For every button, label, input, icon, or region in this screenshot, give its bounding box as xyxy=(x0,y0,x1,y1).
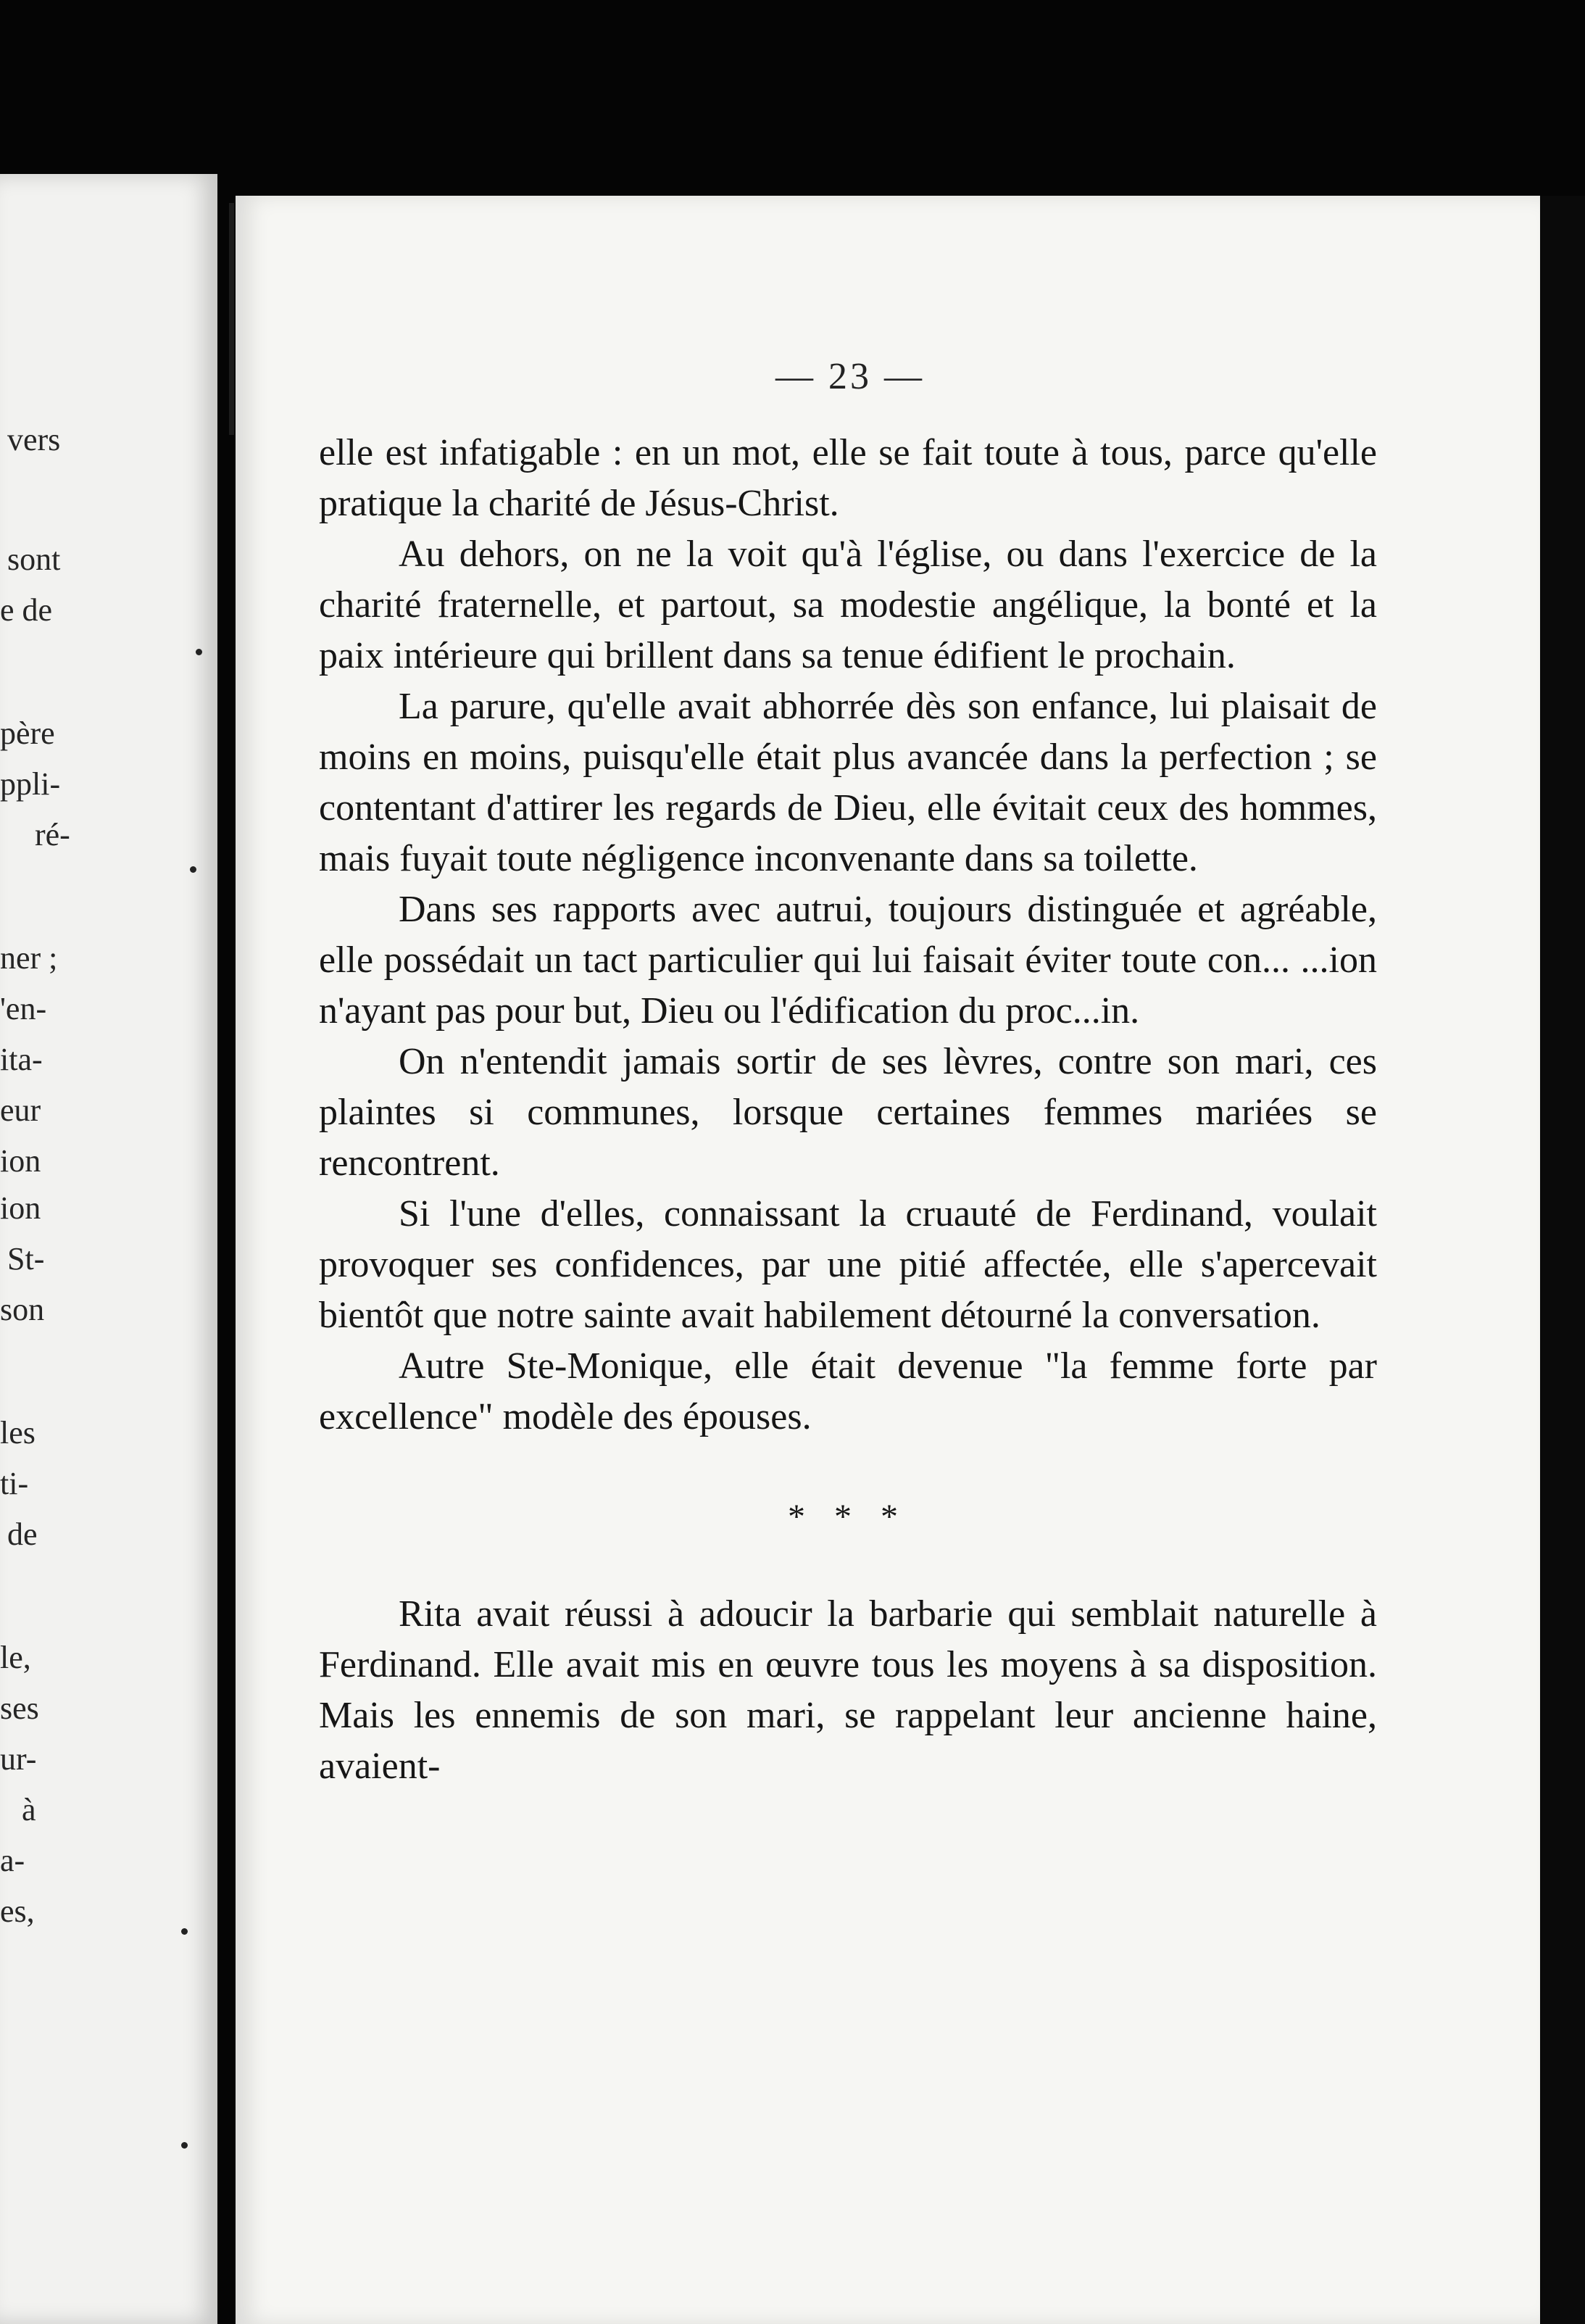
paragraph: Si l'une d'elles, connaissant la cruauté de Ferdinand, voulait provoquer ses confidences, par une pitié affectée, elle s'apercevait bientôt que notre sainte avait habilement détourné la conversation. xyxy=(319,1193,1377,1336)
left-page-fragment: ti- xyxy=(0,1466,29,1501)
left-page-fragment: St- xyxy=(7,1241,45,1277)
left-page-fragment: ion xyxy=(0,1143,41,1179)
left-page-fragment: e de xyxy=(0,592,53,628)
left-page-fragment: vers xyxy=(7,422,61,457)
margin-dot xyxy=(190,866,196,873)
left-page-fragment: ita- xyxy=(0,1042,43,1077)
page-body xyxy=(319,428,1377,1792)
left-page xyxy=(0,174,217,2324)
paragraph: La parure, qu'elle avait abhorrée dès son enfance, lui plaisait de moins en moins, puisqu'elle était plus avancée dans la perfection ; se contentant d'attirer les regards de Dieu, elle évitait ceux des hommes, mais fuyait toute négligence inconvenante dans sa toilette. xyxy=(319,686,1377,879)
left-page-fragment: ses xyxy=(0,1690,39,1726)
left-page-fragment: ré- xyxy=(35,817,70,852)
section-separator: * * * xyxy=(788,1498,908,1536)
left-page-fragment: les xyxy=(0,1415,36,1451)
left-page-fragment: ion xyxy=(0,1190,41,1226)
left-page-fragment: 'en- xyxy=(0,991,47,1026)
paragraph: elle est infatigable : en un mot, elle se fait toute à tous, parce qu'elle pratique la charité de Jésus-Christ. xyxy=(319,432,1377,524)
margin-dot xyxy=(181,2142,188,2149)
left-page-fragment: ner ; xyxy=(0,940,58,976)
paragraph: Dans ses rapports avec autrui, toujours distinguée et agréable, elle possédait un tact particulier qui lui faisait éviter toute con... ...ion n'ayant pas pour but, Dieu ou l'édification du proc...in. xyxy=(319,889,1377,1032)
paragraph: Au dehors, on ne la voit qu'à l'église, ou dans l'exercice de la charité fraternelle, et partout, sa modestie angélique, la bonté et la paix intérieure qui brillent dans sa tenue édifient le prochain. xyxy=(319,534,1377,676)
left-page-fragment: son xyxy=(0,1292,45,1327)
left-page-fragment: sont xyxy=(7,541,61,577)
left-page-fragment: père xyxy=(0,715,55,751)
book-gutter xyxy=(229,203,234,435)
left-page-fragment: ur- xyxy=(0,1741,37,1777)
page-edge-shadow xyxy=(1540,196,1585,2324)
left-page-fragment: ppli- xyxy=(0,766,61,802)
paragraph: On n'entendit jamais sortir de ses lèvres, contre son mari, ces plaintes si communes, lorsque certaines femmes mariées se rencontrent. xyxy=(319,1041,1377,1184)
margin-dot xyxy=(181,1928,188,1935)
left-page-fragment: à xyxy=(22,1792,36,1827)
left-page-fragment: le, xyxy=(0,1640,31,1675)
page-number: — 23 — xyxy=(775,356,925,397)
left-page-fragment: eur xyxy=(0,1092,41,1128)
left-page-fragment: a- xyxy=(0,1843,25,1878)
paragraph: Rita avait réussi à adoucir la barbarie qui semblait naturelle à Ferdinand. Elle avait mis en œuvre tous les moyens à sa disposition. Mais les ennemis de son mari, se rappelant leur ancienne haine, avaient- xyxy=(319,1593,1377,1787)
left-page-fragment: de xyxy=(7,1516,38,1552)
margin-dot xyxy=(196,649,202,655)
paragraph: Autre Ste-Monique, elle était devenue "la femme forte par excellence" modèle des épouses. xyxy=(319,1345,1377,1437)
left-page-fragment: es, xyxy=(0,1893,35,1929)
